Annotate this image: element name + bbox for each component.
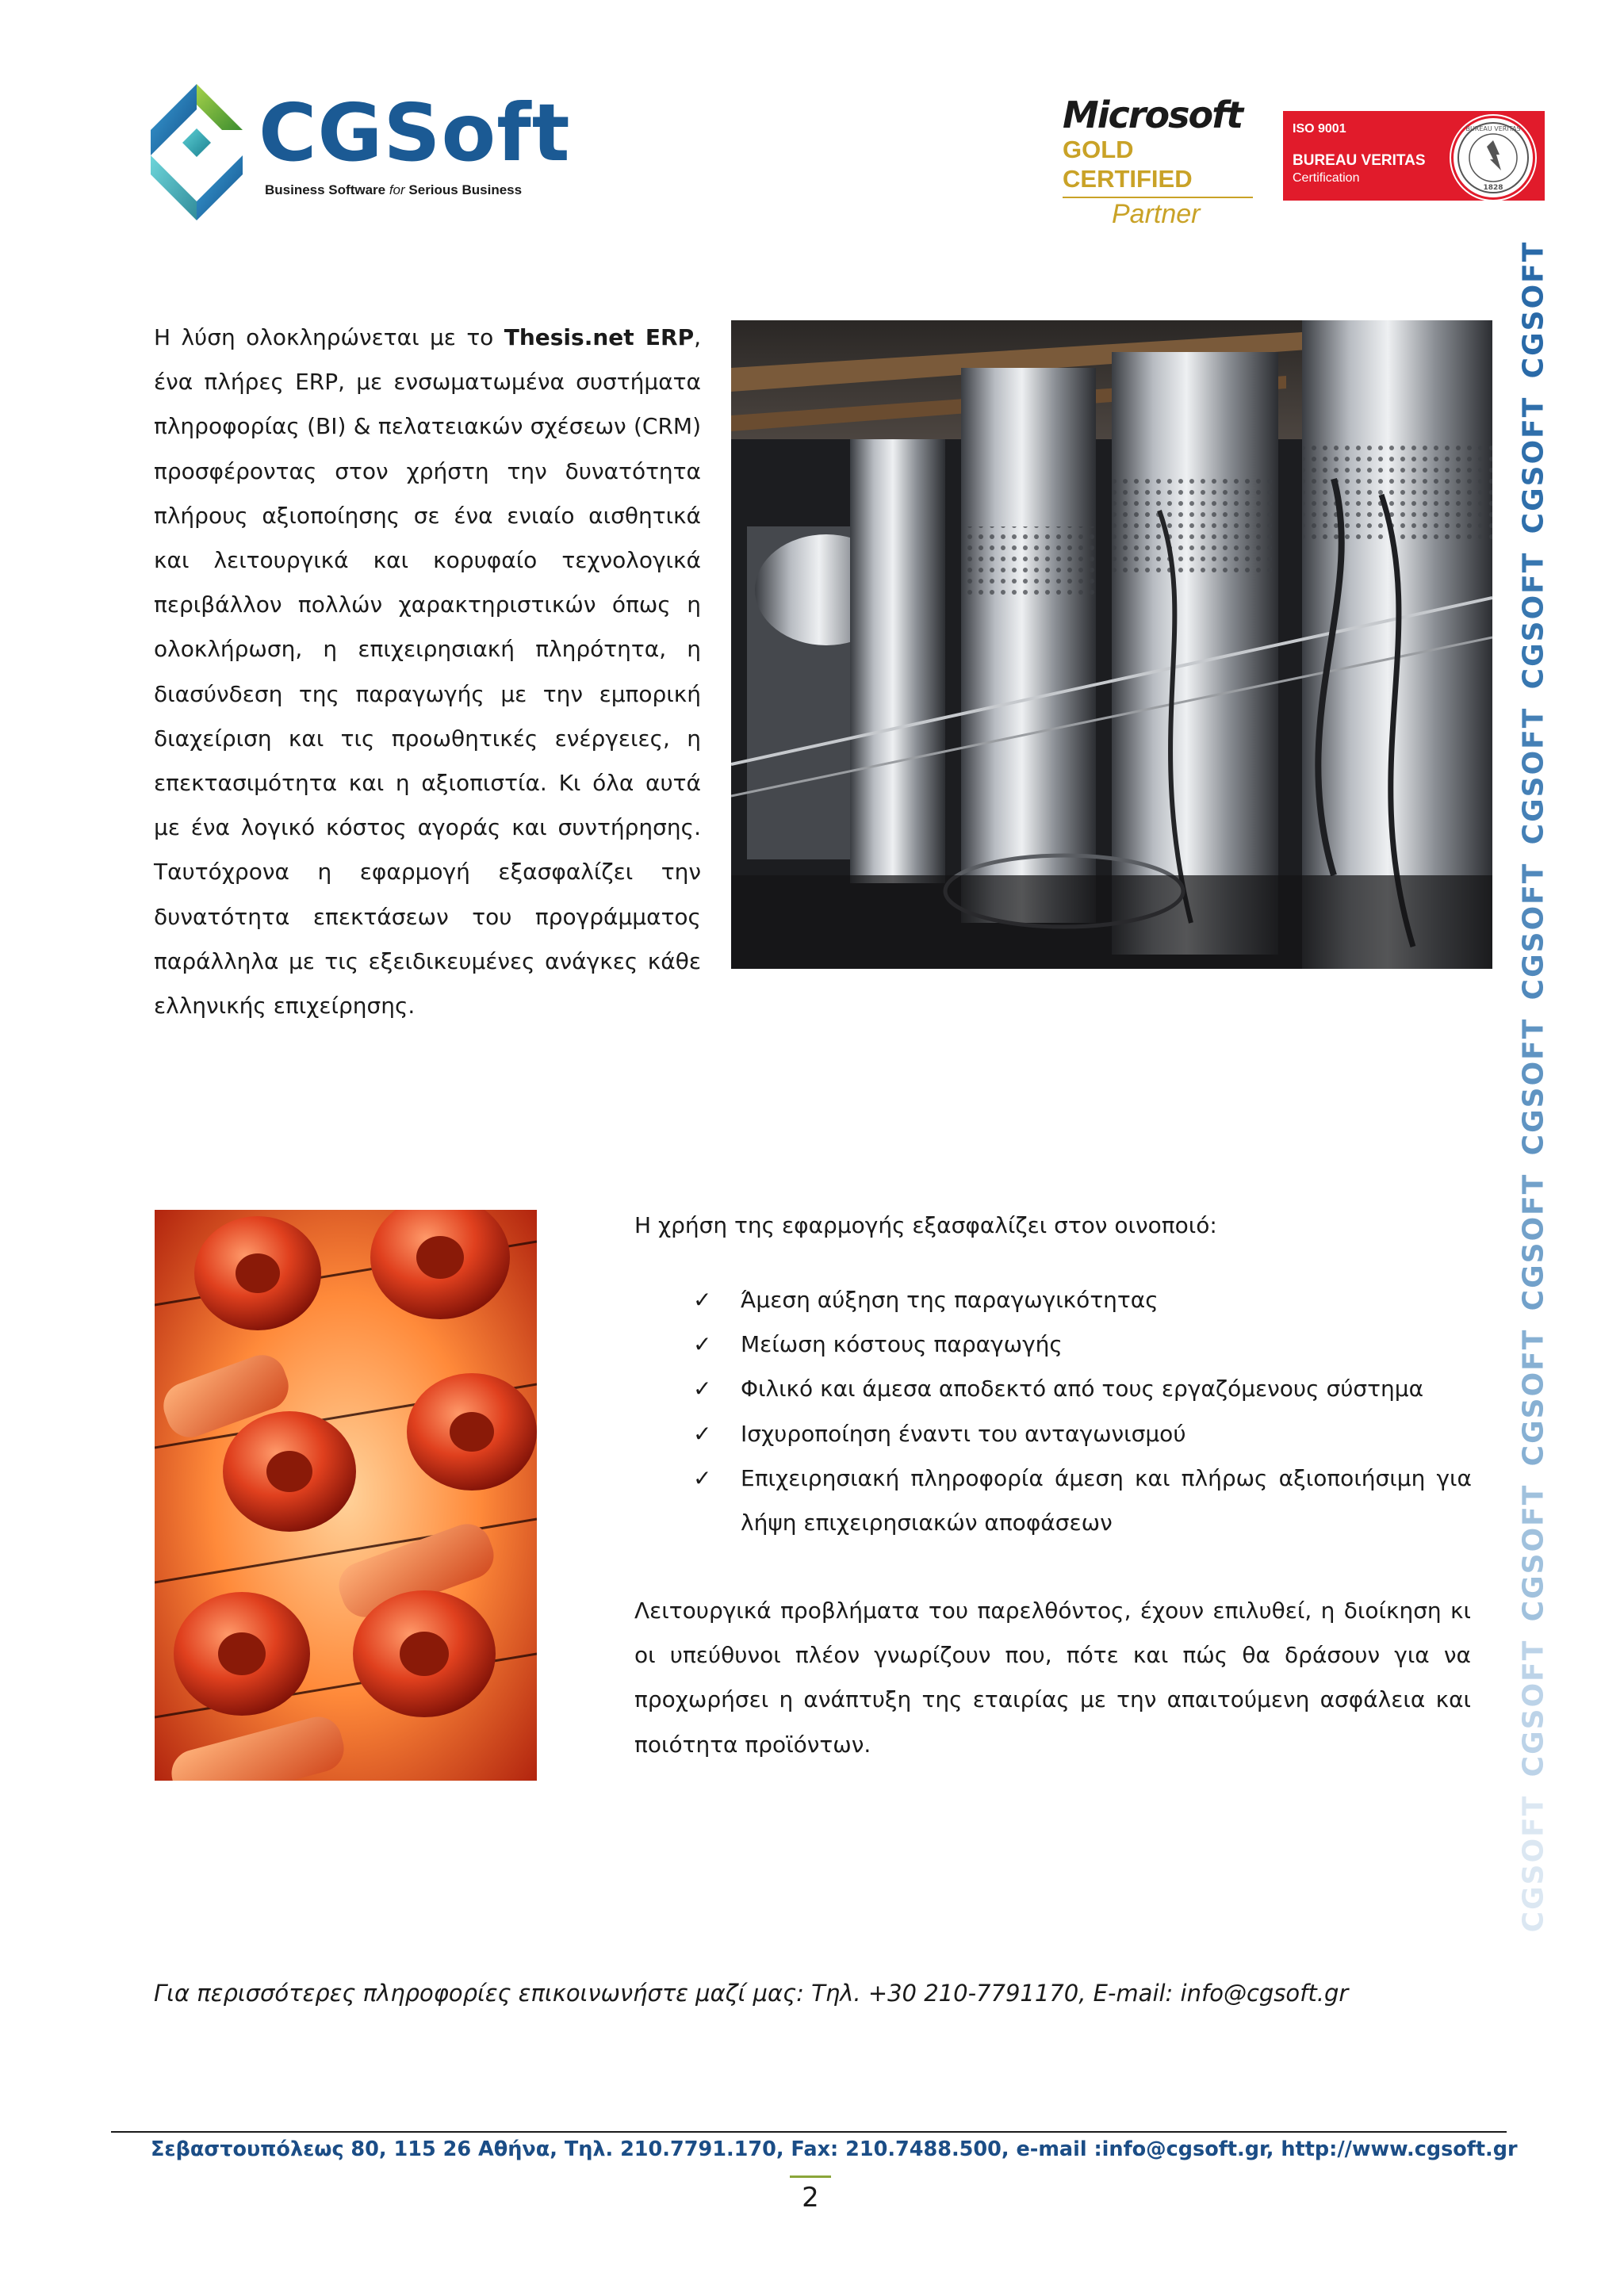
intro-text-start: Η λύση ολοκληρώνεται με το bbox=[154, 324, 504, 350]
list-item bbox=[687, 1412, 1472, 1456]
watermark-item: CGSOFT bbox=[1517, 396, 1550, 534]
intro-text-rest: , ένα πλήρες ERP, με ενσωματωμένα συστήματα πληροφορίας (BI) & πελατειακών σχέσεων (CRM) προσφέροντας στον χρήστη την δυνατότητα πλήρους αξιοποίησης σε ένα ενιαίο αισθητικά και λειτουργικά και κορυφαίο τεχνολογικά περιβάλλον πολλών χαρακτηριστικών όπως η ολοκλήρωση, η επιχειρησιακή πληρότητα, η διασύνδεση της παραγωγής με την εμπορική διαχείριση και τις προωθητικές ενέργειες, η επεκτασιμότητα και η αξιοπιστία. Κι όλα αυτά με ένα λογικό κόστος αγοράς και συντήρησης. Ταυτόχρονα η εφαρμογή εξασφαλίζει την δυνατότητα επεκτάσεων του προγράμματος παράλληλα με τις εξειδικευμένες ανάγκες κάθε ελληνικής επιχείρησης. bbox=[154, 324, 702, 1020]
footer-address: Σεβαστουπόλεως 80, 115 26 Αθήνα, Τηλ. 210.7791.170, Fax: 210.7488.500, e-mail :info@cgsoft.gr, http://www.cgsoft.gr bbox=[151, 2137, 1518, 2161]
contact-line: Για περισσότερες πληροφορίες επικοινωνήστε μαζί μας: Τηλ. +30 210-7791170, E-mail: info@cgsoft.gr bbox=[154, 1980, 1349, 2007]
closing-paragraph: Λειτουργικά προβλήματα του παρελθόντος, έχουν επιλυθεί, η διοίκηση κι οι υπεύθυνοι πλέον γνωρίζουν που, πότε και πώς θα δράσουν για να προχωρήσει η ανάπτυξη της εταιρίας με την απαιτούμενη ασφάλεια και ποιότητα προϊόντων. bbox=[634, 1598, 1471, 1758]
watermark-item: CGSOFT bbox=[1517, 1483, 1550, 1621]
benefit-text: Ισχυροποίηση έναντι του ανταγωνισμού bbox=[741, 1420, 1186, 1447]
company-logo-mark bbox=[149, 82, 252, 221]
bureau-veritas-iso-badge bbox=[1283, 111, 1545, 201]
watermark-item: CGSOFT bbox=[1517, 862, 1550, 1000]
benefits-intro: Η χρήση της εφαρμογής εξασφαλίζει στον οινοποιό: bbox=[634, 1212, 1217, 1238]
page-number: 2 bbox=[802, 2182, 819, 2214]
partner-label: Partner bbox=[1112, 199, 1201, 230]
checkmark-icon: ✓ bbox=[693, 1287, 712, 1313]
list-item bbox=[687, 1278, 1472, 1322]
watermark-item: CGSOFT bbox=[1517, 1017, 1550, 1155]
footer-divider bbox=[111, 2131, 1507, 2133]
badge-divider bbox=[1063, 197, 1253, 198]
certifier-name: BUREAU VERITAS bbox=[1293, 152, 1426, 169]
list-item bbox=[687, 1367, 1472, 1411]
checkmark-icon: ✓ bbox=[693, 1376, 712, 1402]
benefit-text: Μείωση κόστους παραγωγής bbox=[741, 1331, 1063, 1358]
list-item bbox=[687, 1322, 1472, 1367]
watermark-item: CGSOFT bbox=[1517, 706, 1550, 844]
list-item bbox=[687, 1456, 1472, 1545]
benefit-text: Επιχειρησιακή πληροφορία άμεση και πλήρως αξιοποιήσιμη για λήψη επιχειρησιακών αποφάσεων bbox=[741, 1464, 1472, 1536]
company-logo-tagline bbox=[265, 182, 522, 198]
tagline-part-for: for bbox=[389, 182, 405, 197]
microsoft-gold-partner-badge bbox=[1063, 94, 1261, 230]
page-number-rule bbox=[790, 2175, 831, 2178]
benefit-text: Φιλικό και άμεσα αποδεκτό από τους εργαζόμενους σύστημα bbox=[741, 1376, 1424, 1402]
seal-name-text: BUREAU VERITAS bbox=[1465, 125, 1521, 132]
benefit-text: Άμεση αύξηση της παραγωγικότητας bbox=[741, 1287, 1159, 1313]
watermark-item: CGSOFT bbox=[1517, 1173, 1550, 1311]
watermark-item: CGSOFT bbox=[1517, 1328, 1550, 1466]
company-logo-name: CGSoft bbox=[259, 86, 571, 179]
watermark-item: CGSOFT bbox=[1517, 1639, 1550, 1777]
checkmark-icon: ✓ bbox=[693, 1331, 712, 1358]
iso-standard-label: ISO 9001 bbox=[1293, 122, 1346, 136]
watermark-item: CGSOFT bbox=[1517, 240, 1550, 378]
gold-certified-label: GOLD CERTIFIED bbox=[1063, 136, 1193, 193]
tagline-part-1: Business Software bbox=[265, 182, 389, 197]
benefits-list bbox=[687, 1278, 1472, 1545]
checkmark-icon: ✓ bbox=[693, 1420, 712, 1447]
seal-year-text: 1828 bbox=[1483, 184, 1503, 192]
side-watermark bbox=[1511, 238, 1556, 1932]
company-logo bbox=[149, 82, 577, 225]
tagline-part-2: Serious Business bbox=[404, 182, 523, 197]
certification-label: Certification bbox=[1293, 171, 1360, 185]
watermark-item: CGSOFT bbox=[1517, 1794, 1550, 1932]
wine-bottles-photo bbox=[155, 1210, 537, 1781]
microsoft-wordmark: Microsoft bbox=[1063, 94, 1243, 136]
bureau-veritas-seal-icon bbox=[1451, 116, 1535, 200]
watermark-item: CGSOFT bbox=[1517, 551, 1550, 689]
winery-tanks-photo bbox=[731, 320, 1492, 969]
intro-paragraph bbox=[154, 316, 701, 1028]
product-name: Thesis.net ERP bbox=[504, 324, 695, 350]
checkmark-icon: ✓ bbox=[693, 1464, 712, 1491]
